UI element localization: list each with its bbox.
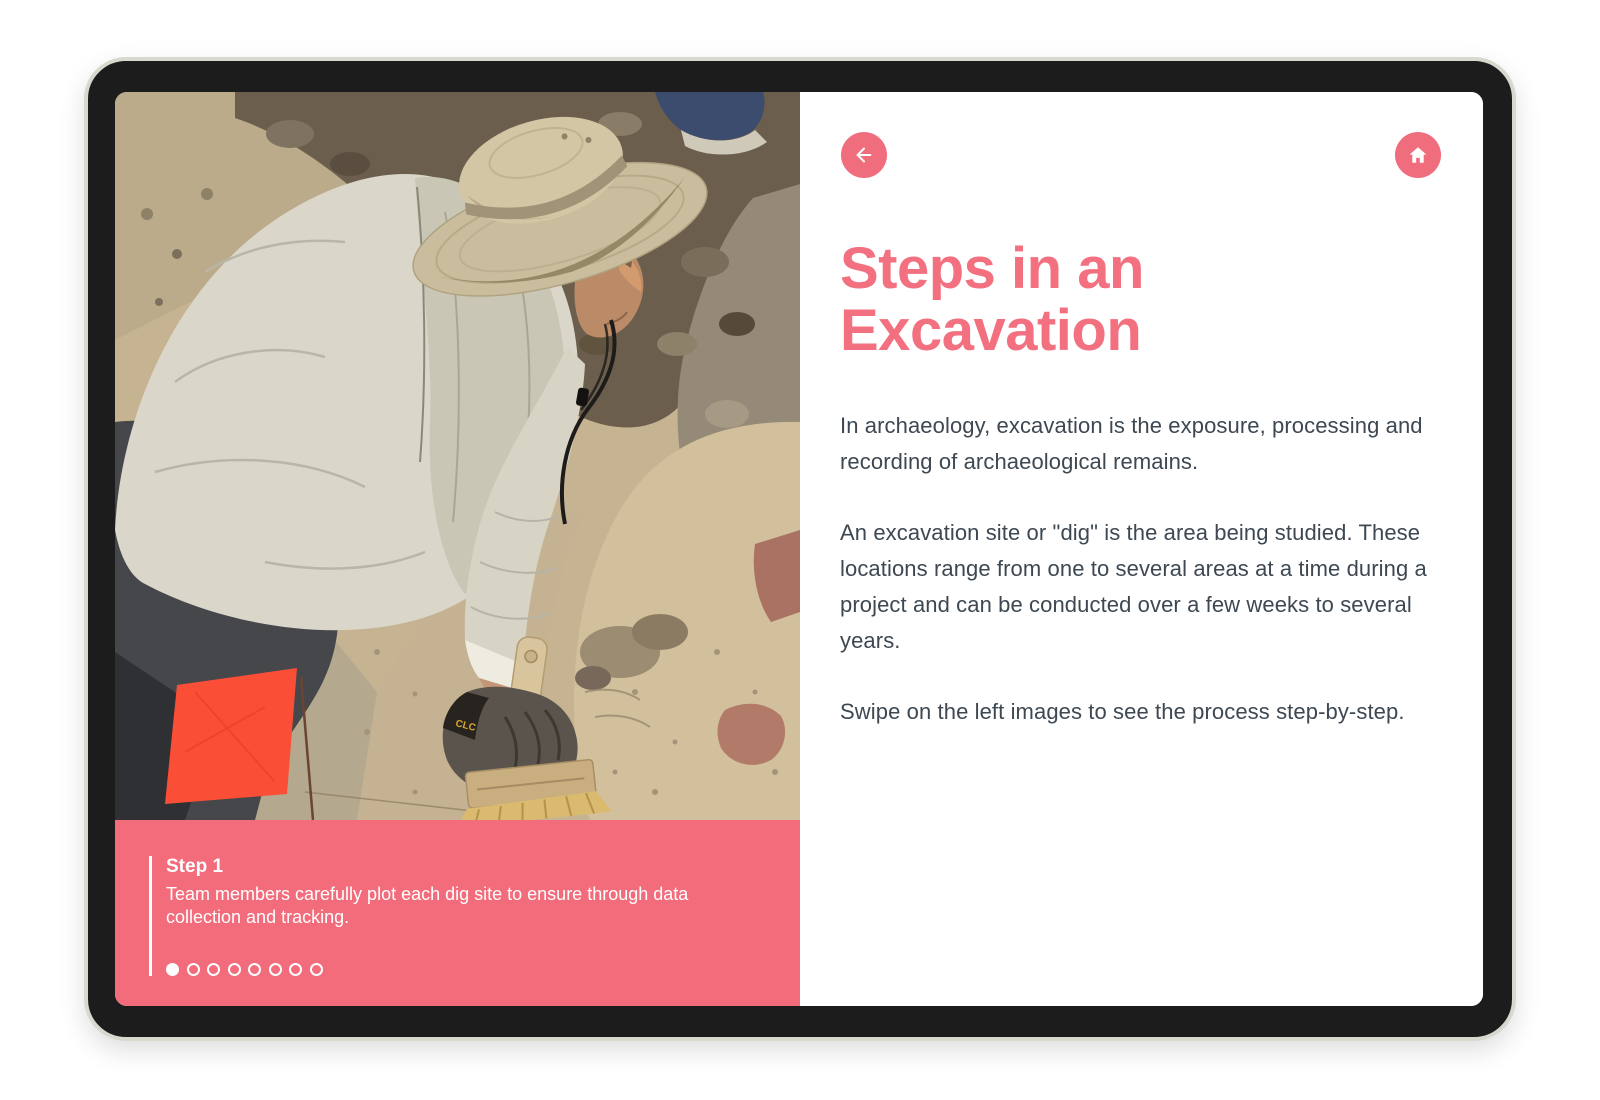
caption-block [149, 856, 739, 976]
pagination-dot-5[interactable] [248, 963, 261, 976]
pagination-dot-4[interactable] [228, 963, 241, 976]
pagination-dot-8[interactable] [310, 963, 323, 976]
body-text [840, 408, 1450, 765]
page-title: Steps in an Excavation [840, 236, 1144, 363]
content-panel [800, 92, 1483, 1006]
step-label: Step 1 [166, 856, 224, 877]
pagination-dot-7[interactable] [289, 963, 302, 976]
svg-text:CLC: CLC [454, 718, 477, 734]
carousel-caption-panel [115, 820, 800, 1006]
paragraph-3: Swipe on the left images to see the process step-by-step. [840, 699, 1405, 724]
pagination-dots [166, 963, 323, 976]
back-button[interactable] [841, 132, 887, 178]
pagination-dot-6[interactable] [269, 963, 282, 976]
tablet-frame [84, 57, 1516, 1041]
pagination-dot-1[interactable] [166, 963, 179, 976]
carousel-photo[interactable] [115, 92, 800, 820]
home-button[interactable] [1395, 132, 1441, 178]
pagination-dot-2[interactable] [187, 963, 200, 976]
step-description: Team members carefully plot each dig site to ensure through data collection and tracking. [166, 884, 689, 927]
app-screen [115, 92, 1483, 1006]
pagination-dot-3[interactable] [207, 963, 220, 976]
excavation-photo-illustration [115, 92, 800, 820]
paragraph-2: An excavation site or "dig" is the area being studied. These locations range from one to several areas at a time during a project and can be conducted over a few weeks to several years. [840, 520, 1427, 653]
arrow-left-icon [853, 144, 875, 166]
home-icon [1407, 144, 1429, 166]
paragraph-1: In archaeology, excavation is the exposure, processing and recording of archaeological remains. [840, 413, 1423, 474]
image-carousel[interactable] [115, 92, 800, 1006]
